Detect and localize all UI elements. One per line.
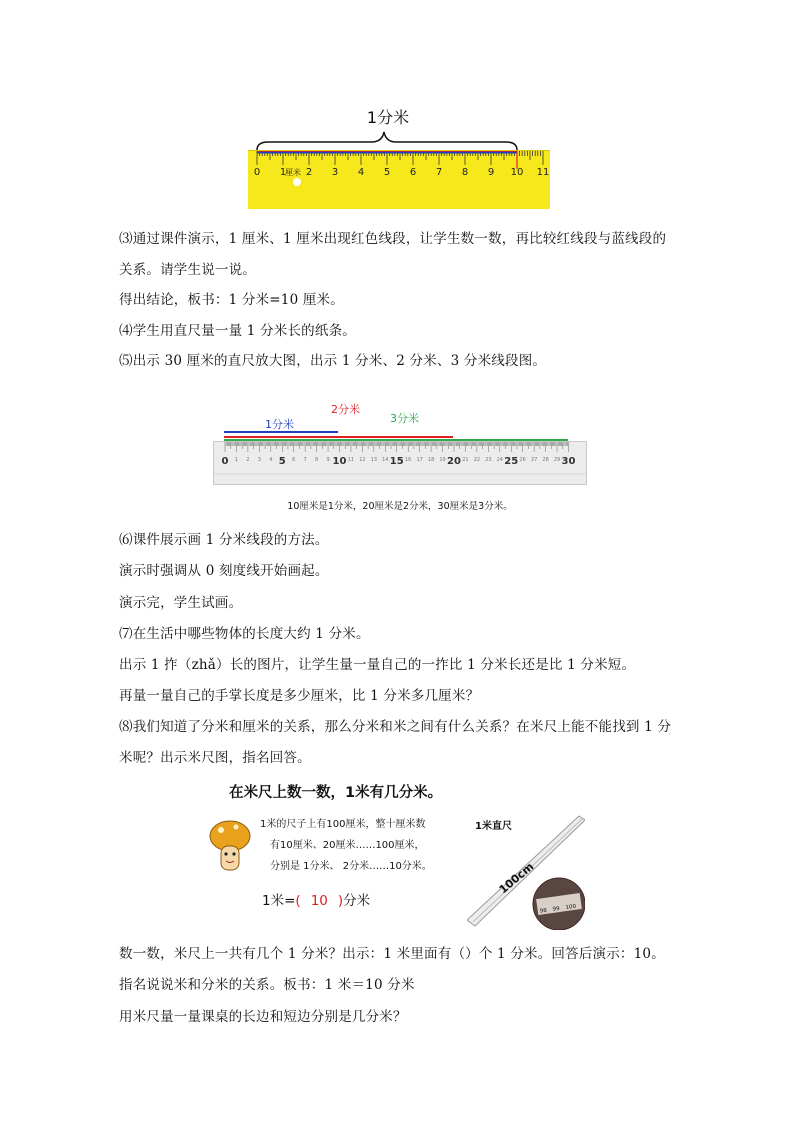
ruler2-minor-label-29: 29 [553,457,561,463]
ruler1-tick-label-3: 3 [331,167,339,178]
equation-1m-10dm [262,889,370,909]
ruler2-minor-label-28: 28 [542,457,549,463]
ruler2-minor-label-3: 3 [257,457,261,463]
ruler2-minor-label-2: 2 [246,457,250,463]
ruler2-minor-label-22: 22 [473,457,481,463]
ruler2-minor-label-27: 27 [530,457,538,463]
ruler2-tick-label-25: 25 [504,456,519,467]
ruler2-minor-label-6: 6 [292,457,296,463]
ruler2-tick-label-30: 30 [561,456,576,467]
equation-value: 10 [310,893,328,909]
segment-lines [210,398,590,442]
ruler1-tick-label-5: 5 [383,167,391,178]
paragraph-3-line1: ⑶通过课件演示，1 厘米、1 厘米出现红色线段，让学生数一数，再比较红线段与蓝线段的 [119,231,667,247]
ruler1-unit: 厘米 [285,168,301,177]
ruler2-minor-label-7: 7 [303,457,307,463]
label-3dm: 3分米 [390,412,419,425]
ruler2-minor-label-17: 17 [416,457,423,463]
paragraph-6-line1: ⑹课件展示画 1 分米线段的方法。 [119,532,329,548]
ruler1-tick-label-6: 6 [409,167,417,178]
grey-ruler [213,441,587,485]
ruler2-tick-label-15: 15 [389,456,404,467]
paragraph-7-line1: ⑺在生活中哪些物体的长度大约 1 分米。 [119,626,370,642]
ruler2-minor-label-14: 14 [382,457,389,463]
paragraph-8-line1: ⑻我们知道了分米和厘米的关系，那么分米和米之间有什么关系？在米尺上能不能找到 1 分 [119,719,672,735]
ruler2-minor-label-24: 24 [496,457,503,463]
ruler1-hole [293,178,301,186]
ruler1-tick-label-9: 9 [487,167,495,178]
paragraph-7-line2: 出示 1 拃（zhǎ）长的图片，让学生量一量自己的一拃比 1 分米长还是比 1 分米短。 [119,657,636,673]
ruler2-tick-label-0: 0 [221,456,229,467]
paragraph-3-conclusion: 得出结论，板书：1 分米=10 厘米。 [119,292,344,308]
ruler1-tick-label-8: 8 [461,167,469,178]
mushroom-mascot-icon [207,818,253,876]
zoom-tick-99: 99 [552,905,561,913]
equation-suffix: 分米 [343,893,371,909]
equation-close: ) [337,893,344,909]
ruler2-minor-label-8: 8 [315,457,319,463]
ruler1-tick-label-11: 11 [536,167,550,178]
ruler2-minor-label-12: 12 [359,457,366,463]
stick-label: 1米直尺 [475,821,512,832]
paragraph-8-line2: 米呢？出示米尺图，指名回答。 [119,750,311,766]
ruler2-minor-label-21: 21 [462,457,469,463]
yellow-ruler [248,150,550,209]
paragraph-9-line2: 指名说说米和分米的关系。板书：1 米＝10 分米 [119,977,415,993]
ruler2-tick-label-5: 5 [278,456,286,467]
ruler2-tick-label-10: 10 [332,456,347,467]
paragraph-4: ⑷学生用直尺量一量 1 分米长的纸条。 [119,323,356,339]
ruler1-tick-label-10: 10 [510,167,524,178]
paragraph-6-line2: 演示时强调从 0 刻度线开始画起。 [119,563,329,579]
ruler2-minor-label-4: 4 [269,457,273,463]
meter-stick-figure [205,778,590,930]
paragraph-5: ⑸出示 30 厘米的直尺放大图，出示 1 分米、2 分米、3 分米线段图。 [119,353,547,369]
figure1-title: 1分米 [366,108,410,127]
ruler2-minor-label-18: 18 [427,457,435,463]
ruler2-minor-label-11: 11 [347,457,355,463]
ruler1-tick-label-2: 2 [305,167,313,178]
paragraph-7-line3: 再量一量自己的手掌长度是多少厘米，比 1 分米多几厘米？ [119,688,480,704]
ruler-figure-30cm [210,398,590,513]
label-2dm: 2分米 [331,403,360,416]
paragraph-9-line3: 用米尺量一量课桌的长边和短边分别是几分米？ [119,1009,407,1025]
paragraph-6-line3: 演示完，学生试画。 [119,595,243,611]
stick-text: 100cm [496,860,537,897]
figure3-heading: 在米尺上数一数，1米有几分米。 [229,785,443,801]
ruler2-minor-label-23: 23 [485,457,492,463]
ruler1-tick-label-7: 7 [435,167,443,178]
zoom-tick-100: 100 [565,903,577,912]
ruler2-minor-label-19: 19 [439,457,446,463]
grey-ruler-scale [214,442,586,484]
bubble-line-3: 分别是 1分米、 2分米……10分米。 [270,861,432,872]
ruler2-minor-label-13: 13 [370,457,378,463]
ruler1-tick-label-4: 4 [357,167,365,178]
equation-prefix: 1米= [262,893,296,909]
bubble-line-1: 1米的尺子上有100厘米，整十厘米数 [260,819,426,830]
ruler2-minor-label-26: 26 [519,457,526,463]
label-1dm: 1分米 [265,418,294,431]
bubble-line-2: 有10厘米、20厘米……100厘米， [270,840,425,851]
meter-stick-drawing [467,812,585,930]
ruler2-minor-label-9: 9 [326,457,330,463]
paragraph-9-line1: 数一数，米尺上一共有几个 1 分米？出示：1 米里面有（）个 1 分米。回答后演示：10。 [119,946,665,962]
meter-stick-image [467,812,585,930]
ruler-figure-1dm [248,100,550,210]
ruler2-minor-label-16: 16 [405,457,412,463]
zoom-tick-98: 98 [539,907,548,915]
equation-open: ( [295,893,301,909]
ruler2-minor-label-1: 1 [234,457,239,463]
figure2-caption: 10厘米是1分米，20厘米是2分米，30厘米是3分米。 [287,501,513,512]
yellow-ruler-scale [248,151,550,209]
paragraph-3-line2: 关系。请学生说一说。 [119,262,256,278]
ruler1-tick-label-1: 1 [279,167,287,178]
explanation-bubble [260,814,432,877]
ruler2-tick-label-20: 20 [447,456,461,467]
ruler1-tick-label-0: 0 [253,167,261,178]
